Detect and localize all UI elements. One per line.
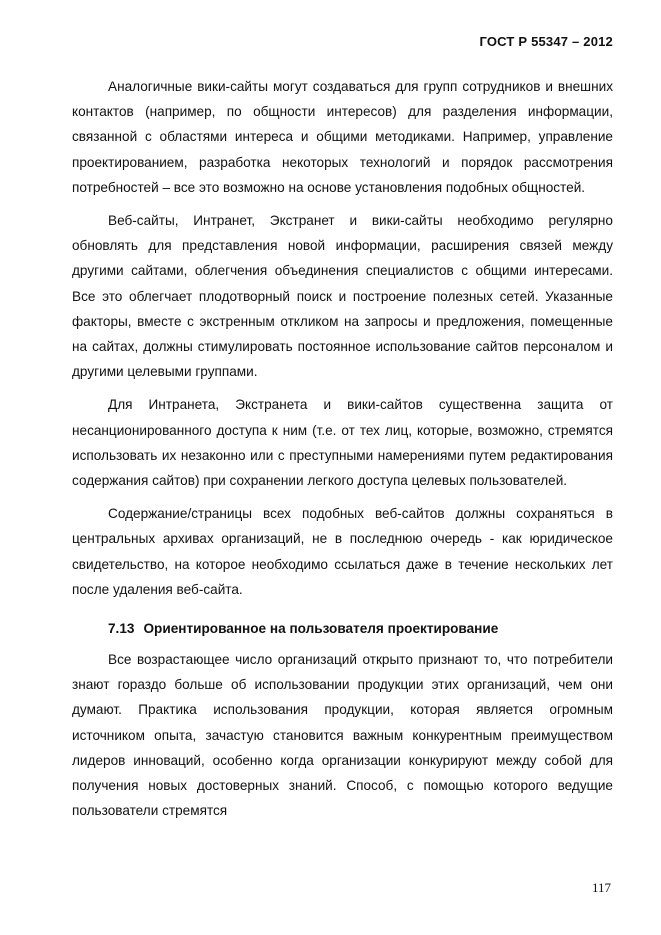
section-title: Ориентированное на пользователя проектирование <box>143 621 499 637</box>
paragraph-user-centered-design: Все возрастающее число организаций открыто признают то, что потребители знают гораздо больше об использовании продукции этих организаций, чем они думают. Практика использования продукции, которая является огромным источником опыта, зачастую становится важным конкурентным преимуществом лидеров инноваций, особенно когда организации конкурируют между собой для получения новых достоверных знаний. Способ, с помощью которого ведущие пользователи стремятся <box>72 652 613 819</box>
paragraph-wiki-sites: Аналогичные вики-сайты могут создаваться для групп сотрудников и внешних контактов (например, по общности интересов) для разделения информации, связанной с областями интереса и общими методиками. Например, управление проектированием, разработка некоторых технологий и порядок рассмотрения потребностей – все это возможно на основе установления подобных общностей. <box>72 79 613 195</box>
paragraph-archiving: Содержание/страницы всех подобных веб-сайтов должны сохраняться в центральных архивах организаций, не в последнюю очередь - как юридическое свидетельство, на которое необходимо ссылаться даже в течение нескольких лет после удаления веб-сайта. <box>72 506 613 597</box>
paragraph-access-protection: Для Интранета, Экстранета и вики-сайтов существенна защита от несанционированного доступа к ним (т.е. от тех лиц, которые, возможно, стремятся использовать их незаконно или с преступными намерениями путем редактирования содержания сайтов) при сохранении легкого доступа целевых пользователей. <box>72 397 613 489</box>
section-heading <box>72 616 613 641</box>
document-body <box>72 74 613 831</box>
section-number: 7.13 <box>108 621 135 637</box>
page-number: 117 <box>591 880 611 895</box>
paragraph-website-updates: Веб-сайты, Интранет, Экстранет и вики-сайты необходимо регулярно обновлять для представления новой информации, расширения связей между другими сайтами, облегчения объединения специалистов с общими интересами. Все это облегчает плодотворный поиск и построение полезных сетей. Указанные факторы, вместе с экстренным откликом на запросы и предложения, помещенные на сайтах, должны стимулировать постоянное использование сайтов персоналом и другими целевыми группами. <box>72 213 613 380</box>
document-header-standard-id: ГОСТ Р 55347 – 2012 <box>479 34 613 49</box>
